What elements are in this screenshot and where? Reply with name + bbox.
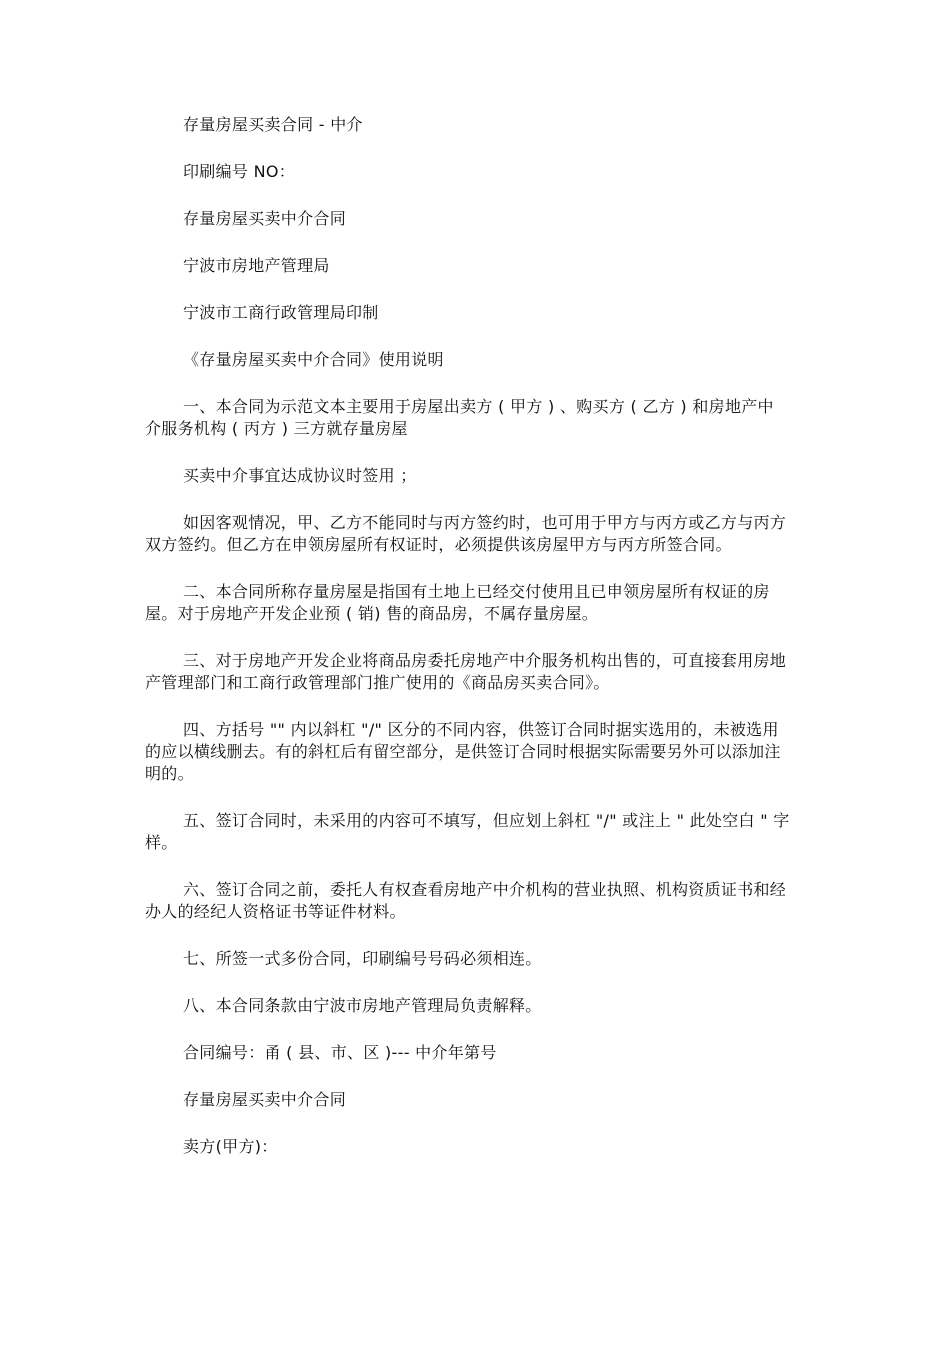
instruction-3: 三、对于房地产开发企业将商品房委托房地产中介服务机构出售的，可直接套用房地产管理部门和工商行政管理部门推广使用的《商品房买卖合同》。 bbox=[145, 651, 787, 692]
document-body bbox=[145, 114, 790, 1183]
instruction-7: 七、所签一式多份合同，印刷编号号码必须相连。 bbox=[183, 949, 542, 968]
instruction-6: 六、签订合同之前，委托人有权查看房地产中介机构的营业执照、机构资质证书和经办人的经纪人资格证书等证件材料。 bbox=[145, 880, 787, 921]
contract-title-repeat: 存量房屋买卖中介合同 bbox=[183, 1090, 347, 1109]
instruction-4: 四、方括号 "" 内以斜杠 "/" 区分的不同内容，供签订合同时据实选用的，未被选用的应以横线删去。有的斜杠后有留空部分，是供签订合同时根据实际需要另外可以添加注明的。 bbox=[145, 720, 781, 783]
doc-title: 存量房屋买卖合同 - 中介 bbox=[183, 115, 363, 134]
issuer-industry-commerce-bureau: 宁波市工商行政管理局印制 bbox=[183, 303, 379, 322]
contract-number-line: 合同编号：甬 ( 县、市、区 )--- 中介年第号 bbox=[183, 1043, 497, 1062]
instruction-5: 五、签订合同时，未采用的内容可不填写，但应划上斜杠 "/" 或注上 " 此处空白 " 字样。 bbox=[145, 811, 790, 852]
issuer-real-estate-bureau: 宁波市房地产管理局 bbox=[183, 256, 330, 275]
instruction-2: 二、本合同所称存量房屋是指国有土地上已经交付使用且已申领房屋所有权证的房屋。对于房地产开发企业预 ( 销) 售的商品房，不属存量房屋。 bbox=[145, 582, 770, 623]
usage-instructions-heading: 《存量房屋买卖中介合同》使用说明 bbox=[183, 350, 444, 369]
instruction-1-note: 如因客观情况，甲、乙方不能同时与丙方签约时，也可用于甲方与丙方或乙方与丙方双方签约。但乙方在申领房屋所有权证时，必须提供该房屋甲方与丙方所签合同。 bbox=[145, 513, 787, 554]
instruction-8: 八、本合同条款由宁波市房地产管理局负责解释。 bbox=[183, 996, 542, 1015]
contract-name: 存量房屋买卖中介合同 bbox=[183, 209, 347, 228]
instruction-1: 一、本合同为示范文本主要用于房屋出卖方 ( 甲方 ) 、购买方 ( 乙方 ) 和房地产中介服务机构 ( 丙方 ) 三方就存量房屋 bbox=[145, 397, 774, 438]
print-number: 印刷编号 NO： bbox=[183, 162, 296, 181]
seller-party-a-label: 卖方(甲方)： bbox=[183, 1137, 278, 1156]
instruction-1-continued: 买卖中介事宜达成协议时签用 ； bbox=[183, 466, 417, 485]
